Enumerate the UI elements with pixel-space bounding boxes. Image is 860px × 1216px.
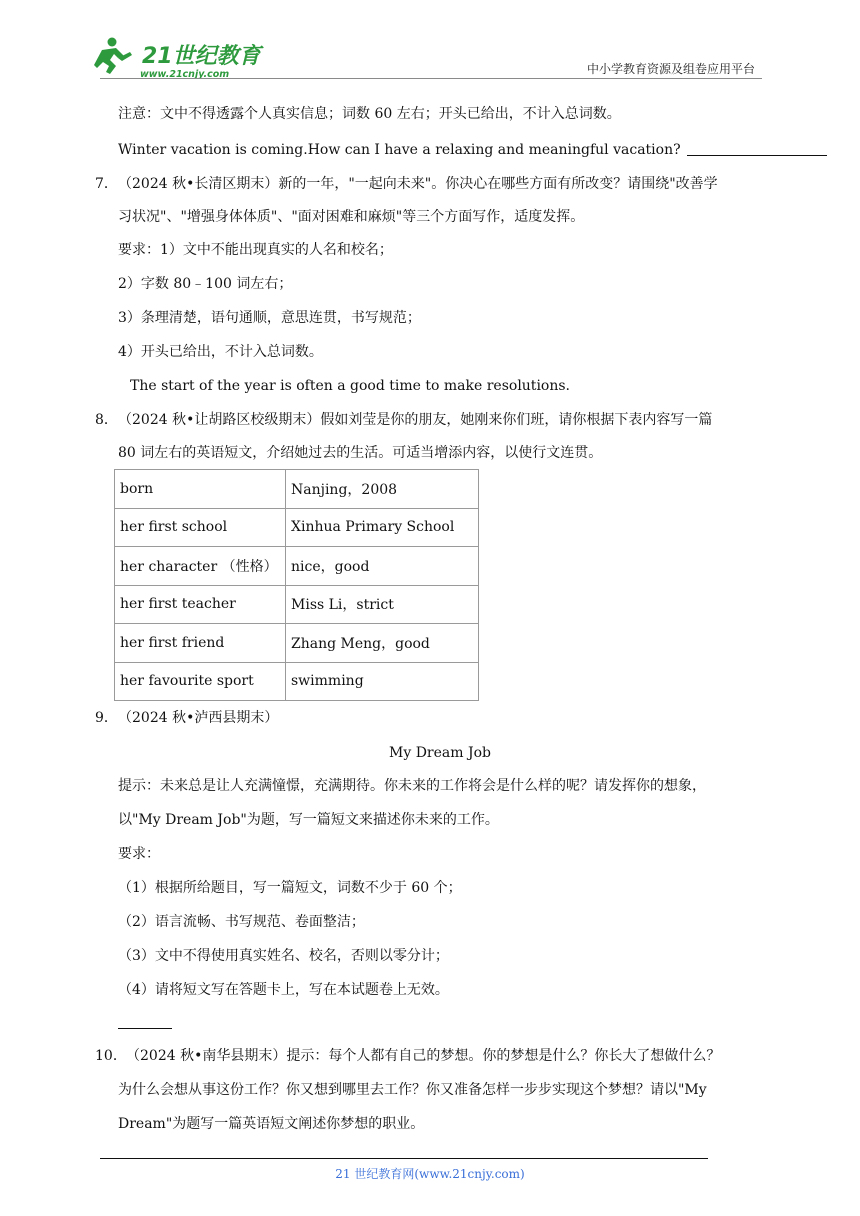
q7-number: 7． [95, 176, 118, 192]
table-row [115, 624, 479, 663]
table-row [115, 508, 479, 547]
table-cell-item: her character （性格） [115, 547, 286, 586]
q6-note: 注意：文中不得透露个人真实信息；词数 60 左右；开头已给出，不计入总词数。 [118, 106, 621, 122]
q10-number: 10． [95, 1048, 127, 1064]
q7-req1: 要求：1）文中不能出现真实的人名和校名； [118, 242, 393, 258]
q7-req3: 3）条理清楚，语句通顺，意思连贯，书写规范； [118, 310, 421, 326]
q6-opening: Winter vacation is coming.How can I have a relaxing and meaningful vacation? [118, 142, 681, 158]
table-cell-value: Miss Li，strict [286, 585, 479, 624]
table-cell-item: her first friend [115, 624, 286, 663]
q8-line1: （2024 秋•让胡路区校级期末）假如刘莹是你的朋友，她刚来你们班，请你根据下表内容写一篇 [118, 412, 713, 428]
q10-line1: （2024 秋•南华县期末）提示：每个人都有自己的梦想。你的梦想是什么？你长大了想做什么？ [126, 1048, 721, 1064]
table-cell-value: swimming [286, 662, 479, 701]
footer-link[interactable]: 21 世纪教育网(www.21cnjy.com) [335, 1167, 525, 1181]
header-divider [100, 78, 762, 79]
q9-hint1: 提示：未来总是让人充满憧憬，充满期待。你未来的工作将会是什么样的呢？请发挥你的想象， [118, 778, 706, 794]
q9-req1: （1）根据所给题目，写一篇短文，词数不少于 60 个； [118, 880, 462, 896]
platform-name: 中小学教育资源及组卷应用平台 [586, 62, 755, 76]
q7-line1: （2024 秋•长清区期末）新的一年，"一起向未来"。你决心在哪些方面有所改变？请围绕"改善学 [118, 176, 718, 192]
q9-number: 9． [95, 710, 118, 726]
footer-divider [100, 1158, 708, 1159]
table-row [115, 662, 479, 701]
q7-opening: The start of the year is often a good time to make resolutions. [130, 378, 570, 394]
table-cell-item: her first school [115, 508, 286, 547]
logo-text: 21世纪教育 [142, 44, 261, 69]
q9-essay-title: My Dream Job [389, 745, 491, 761]
table-cell-item: born [115, 470, 286, 509]
table-cell-item: her first teacher [115, 585, 286, 624]
q9-req4: （4）请将短文写在答题卡上，写在本试题卷上无效。 [118, 982, 449, 998]
q7-req4: 4）开头已给出，不计入总词数。 [118, 344, 323, 360]
q9-hint2: 以"My Dream Job"为题，写一篇短文来描述你未来的工作。 [118, 812, 499, 828]
table-cell-value: Nanjing，2008 [286, 470, 479, 509]
table-cell-value: Xinhua Primary School [286, 508, 479, 547]
table-cell-value: nice，good [286, 547, 479, 586]
answer-blank[interactable] [687, 141, 827, 156]
table-cell-value: Zhang Meng，good [286, 624, 479, 663]
site-logo [94, 36, 269, 80]
page-header [0, 0, 860, 82]
table-row [115, 547, 479, 586]
table-row [115, 585, 479, 624]
q10-line2: 为什么会想从事这份工作？你又想到哪里去工作？你又准备怎样一步步实现这个梦想？请以"My [118, 1082, 707, 1098]
q10-line3: Dream"为题写一篇英语短文阐述你梦想的职业。 [118, 1116, 425, 1132]
answer-line [118, 1028, 172, 1029]
q7-line2: 习状况"、"增强身体体质"、"面对困难和麻烦"等三个方面写作，适度发挥。 [118, 209, 585, 225]
q9-req2: （2）语言流畅、书写规范、卷面整洁； [118, 914, 365, 930]
q8-number: 8． [95, 412, 118, 428]
q9-req3: （3）文中不得使用真实姓名、校名，否则以零分计； [118, 948, 449, 964]
q8-line2: 80 词左右的英语短文，介绍她过去的生活。可适当增添内容，以使行文连贯。 [118, 445, 603, 461]
q9-line1: （2024 秋•泸西县期末） [118, 710, 279, 726]
info-table [114, 469, 479, 701]
q9-requirements-label: 要求： [118, 846, 160, 862]
q7-req2: 2）字数 80﹣100 词左右； [118, 276, 293, 292]
table-cell-item: her favourite sport [115, 662, 286, 701]
logo-url: www.21cnjy.com [140, 69, 230, 80]
table-row [115, 470, 479, 509]
q6-opening-line [118, 140, 827, 160]
